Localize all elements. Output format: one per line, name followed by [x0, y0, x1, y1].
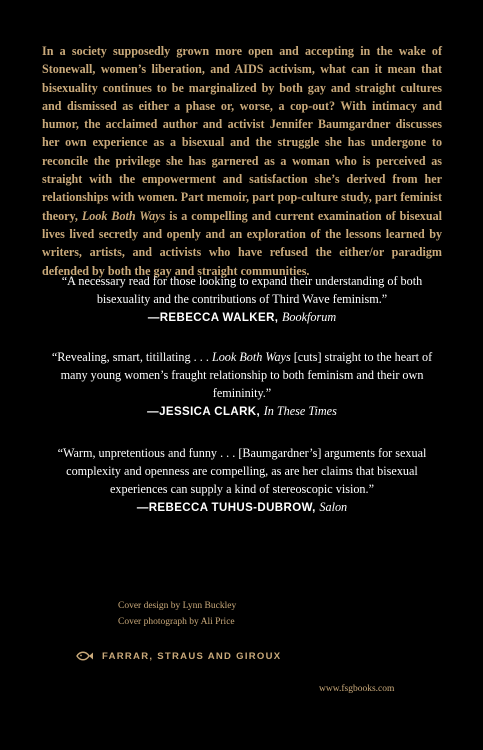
- quote-source: Bookforum: [281, 310, 337, 324]
- fsg-fish-logo-icon: [76, 650, 94, 662]
- quote-author: —JESSICA CLARK,: [147, 406, 264, 418]
- quote-book-title: Look Both Ways: [211, 350, 291, 364]
- quote-text-pre: “Revealing, smart, titillating . . .: [51, 350, 212, 364]
- blurb-book-title: Look Both Ways: [81, 208, 166, 223]
- quote-author: —REBECCA WALKER,: [147, 312, 282, 324]
- blurb-text-2: is a compelling and current examination of bisexual lives lived secretly and openly and an exploration of the lessons learned by writers, artists, and activists who have refused the either/or paradigm defended by both the gay and straight communities.: [42, 208, 442, 278]
- review-quote-tuhus-dubrow: [40, 444, 444, 517]
- quote-source: Salon: [319, 500, 348, 514]
- review-quote-clark: [40, 348, 444, 421]
- quote-attribution: [40, 498, 444, 517]
- quote-text: [40, 348, 444, 402]
- quote-text: “A necessary read for those looking to expand their understanding of both bisexuality and the contributions of Third Wave feminism.”: [61, 274, 423, 306]
- quote-source: In These Times: [263, 404, 337, 418]
- publisher-website: www.fsgbooks.com: [319, 684, 395, 694]
- cover-photo-credit: Cover photograph by Ali Price: [118, 617, 235, 627]
- quote-author: —REBECCA TUHUS-DUBROW,: [136, 502, 320, 514]
- blurb-text-1: In a society supposedly grown more open and accepting in the wake of Stonewall, women’s liberation, and AIDS activism, what can it mean that bisexuality continues to be marginalized by both gay and straight cultures and dismissed as either a phase or, worse, a cop-out? With intimacy and humor, the acclaimed author and activist Jennifer Baumgardner discusses her own experience as a bisexual and the struggle she has undergone to reconcile the privilege she has garnered as a woman who is perceived as straight with the empowerment and satisfaction she’s derived from her relationships with women. Part memoir, part pop-culture study, part feminist theory,: [42, 44, 442, 223]
- back-cover-blurb: [42, 42, 442, 280]
- quote-attribution: [40, 308, 444, 327]
- review-quote-walker: [40, 272, 444, 327]
- cover-credits: [118, 598, 236, 630]
- quote-attribution: [40, 402, 444, 421]
- publisher-imprint: [76, 650, 281, 662]
- publisher-name: FARRAR, STRAUS AND GIROUX: [102, 650, 282, 662]
- quote-text: “Warm, unpretentious and funny . . . [Baumgardner’s] arguments for sexual complexity and openness are compelling, as are her claims that bisexual experiences can supply a kind of stereoscopic vision.”: [57, 446, 427, 496]
- quote-text-post: [cuts] straight to the heart of many young women’s fraught relationship to both feminism and their own femininity.”: [60, 350, 433, 400]
- cover-design-credit: Cover design by Lynn Buckley: [118, 601, 237, 611]
